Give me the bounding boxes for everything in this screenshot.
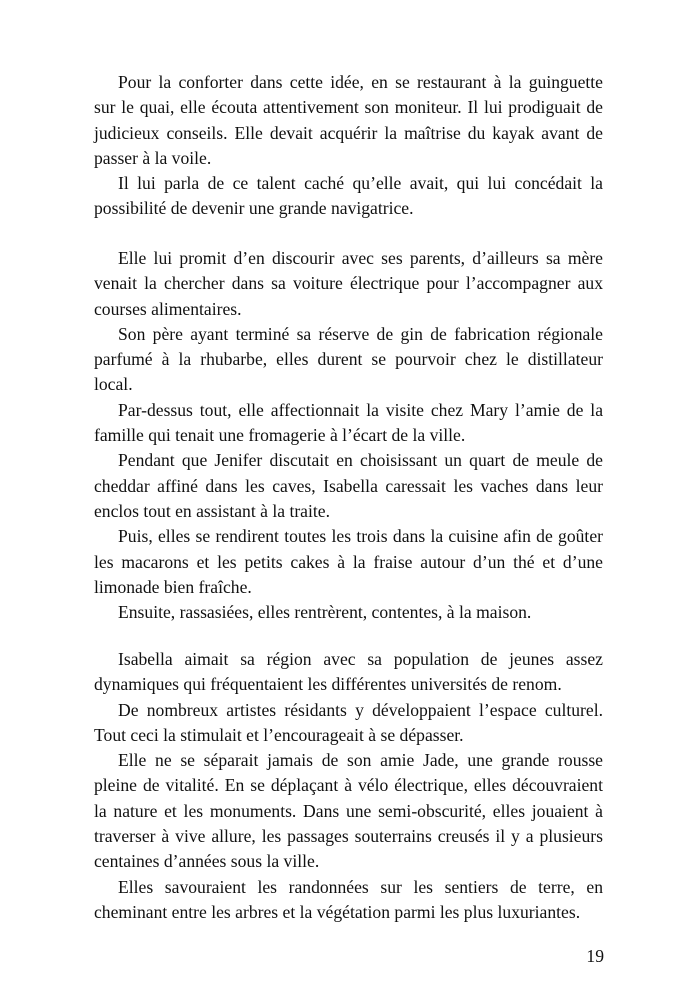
text-line: parfumé à la rhubarbe, elles durent se pourvoir chez le distillateur — [94, 349, 603, 370]
text-line: judicieux conseils. Elle devait acquérir la maîtrise du kayak avant de — [94, 122, 603, 143]
text-line: Pendant que Jenifer discutait en choisissant un quart de meule de — [118, 450, 603, 471]
paragraph — [94, 748, 603, 874]
text-line: famille qui tenait une fromagerie à l’écart de la ville. — [94, 425, 466, 446]
text-line: possibilité de devenir une grande navigatrice. — [94, 198, 414, 219]
text-line: les macarons et les petits cakes à la fraise autour d’un thé et d’une — [94, 551, 603, 572]
paragraph — [94, 875, 603, 926]
text-section-1 — [94, 70, 603, 222]
text-line: venait la chercher dans sa voiture électrique pour l’accompagner aux — [94, 273, 603, 294]
text-section-2 — [94, 246, 603, 625]
text-line: passer à la voile. — [94, 147, 212, 168]
text-line: centaines d’années sous la ville. — [94, 851, 320, 872]
text-line: Isabella aimait sa région avec sa population de jeunes assez — [118, 649, 603, 669]
text-line: Tout ceci la stimulait et l’encourageait à se dépasser. — [94, 724, 464, 745]
text-line: cheddar affiné dans les caves, Isabella caressait les vaches dans leur — [94, 475, 603, 496]
paragraph — [94, 647, 603, 698]
text-line: courses alimentaires. — [94, 298, 242, 319]
text-line: traverser à vive allure, les passages souterrains creusés il y a plusieurs — [94, 826, 603, 847]
text-line: dynamiques qui fréquentaient les différentes universités de renom. — [94, 674, 562, 695]
text-line: sur le quai, elle écouta attentivement son moniteur. Il lui prodiguait de — [94, 97, 603, 118]
text-line: pleine de vitalité. En se déplaçant à vélo électrique, elles découvraient — [94, 775, 603, 796]
text-line: cheminant entre les arbres et la végétation parmi les plus luxuriantes. — [94, 901, 581, 922]
paragraph — [94, 171, 603, 222]
text-line: Elle lui promit d’en discourir avec ses parents, d’ailleurs sa mère — [118, 248, 603, 268]
paragraph — [94, 398, 603, 449]
paragraph — [94, 246, 603, 322]
paragraph — [94, 524, 603, 600]
text-line: Elles savouraient les randonnées sur les sentiers de terre, en — [118, 876, 603, 897]
text-section-3 — [94, 647, 603, 925]
text-line: la nature et les monuments. Dans une semi-obscurité, elles jouaient à — [94, 800, 603, 821]
text-line: Par-dessus tout, elle affectionnait la visite chez Mary l’amie de la — [118, 399, 603, 420]
text-line: Son père ayant terminé sa réserve de gin de fabrication régionale — [118, 323, 603, 344]
paragraph — [94, 448, 603, 524]
paragraph — [94, 70, 603, 171]
text-line: limonade bien fraîche. — [94, 576, 252, 597]
page-number: 19 — [586, 946, 604, 966]
text-line: enclos tout en assistant à la traite. — [94, 500, 330, 521]
text-line: Ensuite, rassasiées, elles rentrèrent, contentes, à la maison. — [118, 602, 532, 623]
text-line: local. — [94, 374, 133, 395]
text-line: Puis, elles se rendirent toutes les trois dans la cuisine afin de goûter — [118, 526, 603, 547]
paragraph — [94, 600, 603, 625]
paragraph — [94, 322, 603, 398]
text-line: Elle ne se séparait jamais de son amie Jade, une grande rousse — [118, 750, 603, 771]
paragraph — [94, 698, 603, 749]
text-line: Il lui parla de ce talent caché qu’elle avait, qui lui concédait la — [118, 173, 603, 194]
text-line: Pour la conforter dans cette idée, en se restaurant à la guinguette — [118, 72, 603, 92]
text-line: De nombreux artistes résidants y développaient l’espace culturel. — [118, 699, 603, 720]
